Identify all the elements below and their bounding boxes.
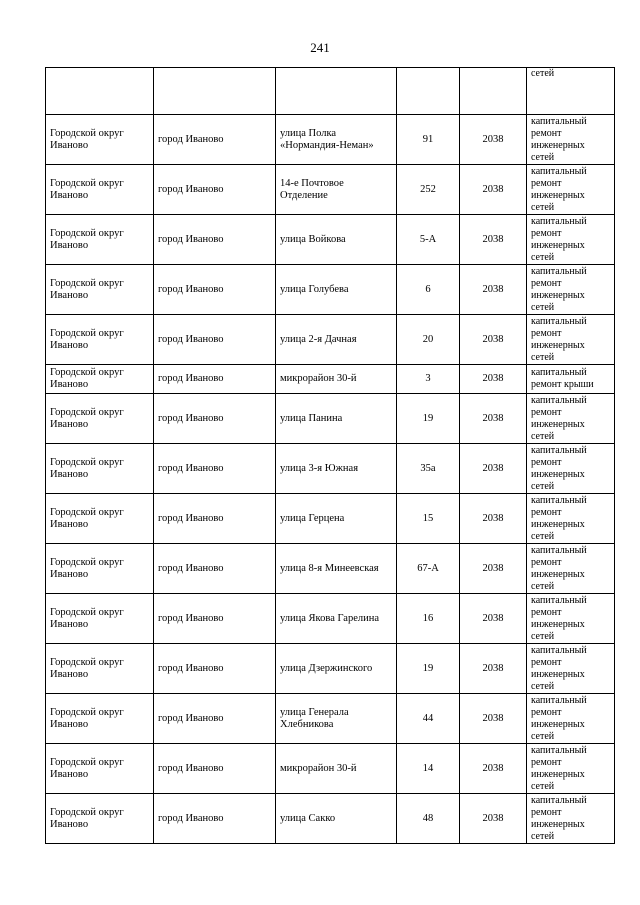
table-row xyxy=(46,744,615,794)
cell-year: 2038 xyxy=(460,165,527,215)
cell-year: 2038 xyxy=(460,444,527,494)
cell-street xyxy=(276,68,397,115)
cell-house: 16 xyxy=(397,594,460,644)
table-row xyxy=(46,694,615,744)
cell-street: микрорайон 30-й xyxy=(276,744,397,794)
table-row xyxy=(46,794,615,844)
cell-year: 2038 xyxy=(460,594,527,644)
cell-work: капитальный ремонт инженерных сетей xyxy=(527,265,615,315)
cell-okrug xyxy=(46,68,154,115)
cell-work: капитальный ремонт инженерных сетей xyxy=(527,544,615,594)
cell-city: город Иваново xyxy=(154,115,276,165)
cell-okrug: Городской округ Иваново xyxy=(46,265,154,315)
cell-house: 19 xyxy=(397,644,460,694)
cell-year: 2038 xyxy=(460,215,527,265)
cell-city: город Иваново xyxy=(154,494,276,544)
cell-year: 2038 xyxy=(460,265,527,315)
cell-year: 2038 xyxy=(460,644,527,694)
cell-house: 14 xyxy=(397,744,460,794)
cell-street: улица Якова Гарелина xyxy=(276,594,397,644)
table-row xyxy=(46,215,615,265)
cell-house xyxy=(397,68,460,115)
cell-year: 2038 xyxy=(460,494,527,544)
cell-okrug: Городской округ Иваново xyxy=(46,644,154,694)
cell-work: капитальный ремонт инженерных сетей xyxy=(527,215,615,265)
cell-year xyxy=(460,68,527,115)
cell-okrug: Городской округ Иваново xyxy=(46,115,154,165)
housing-register-table xyxy=(45,67,615,844)
cell-okrug: Городской округ Иваново xyxy=(46,365,154,394)
cell-house: 48 xyxy=(397,794,460,844)
cell-street: улица Панина xyxy=(276,394,397,444)
cell-work: капитальный ремонт инженерных сетей xyxy=(527,444,615,494)
cell-city: город Иваново xyxy=(154,694,276,744)
cell-work: капитальный ремонт инженерных сетей xyxy=(527,644,615,694)
cell-year: 2038 xyxy=(460,315,527,365)
cell-street: улица Герцена xyxy=(276,494,397,544)
cell-city: город Иваново xyxy=(154,594,276,644)
cell-city: город Иваново xyxy=(154,394,276,444)
cell-work: капитальный ремонт инженерных сетей xyxy=(527,794,615,844)
cell-okrug: Городской округ Иваново xyxy=(46,794,154,844)
cell-work: капитальный ремонт инженерных сетей xyxy=(527,744,615,794)
cell-work: капитальный ремонт инженерных сетей xyxy=(527,165,615,215)
table-row xyxy=(46,315,615,365)
cell-street: улица Генерала Хлебникова xyxy=(276,694,397,744)
cell-year: 2038 xyxy=(460,544,527,594)
table-row xyxy=(46,494,615,544)
cell-work: капитальный ремонт инженерных сетей xyxy=(527,115,615,165)
cell-house: 44 xyxy=(397,694,460,744)
table-row xyxy=(46,165,615,215)
cell-year: 2038 xyxy=(460,744,527,794)
cell-okrug: Городской округ Иваново xyxy=(46,594,154,644)
cell-year: 2038 xyxy=(460,694,527,744)
cell-year: 2038 xyxy=(460,394,527,444)
cell-street: улица Голубева xyxy=(276,265,397,315)
cell-house: 19 xyxy=(397,394,460,444)
cell-work: капитальный ремонт инженерных сетей xyxy=(527,694,615,744)
cell-work: капитальный ремонт инженерных сетей xyxy=(527,394,615,444)
cell-okrug: Городской округ Иваново xyxy=(46,394,154,444)
cell-city xyxy=(154,68,276,115)
cell-work: капитальный ремонт инженерных сетей xyxy=(527,494,615,544)
page-number: 241 xyxy=(310,40,330,55)
cell-street: улица 3-я Южная xyxy=(276,444,397,494)
cell-street: улица Сакко xyxy=(276,794,397,844)
cell-city: город Иваново xyxy=(154,265,276,315)
table-row xyxy=(46,594,615,644)
cell-house: 3 xyxy=(397,365,460,394)
cell-year: 2038 xyxy=(460,794,527,844)
cell-work: капитальный ремонт инженерных сетей xyxy=(527,315,615,365)
cell-street: улица 2-я Дачная xyxy=(276,315,397,365)
cell-okrug: Городской округ Иваново xyxy=(46,315,154,365)
cell-city: город Иваново xyxy=(154,544,276,594)
cell-okrug: Городской округ Иваново xyxy=(46,694,154,744)
table-row xyxy=(46,365,615,394)
table-row xyxy=(46,644,615,694)
continuation-row xyxy=(46,68,615,115)
cell-city: город Иваново xyxy=(154,444,276,494)
cell-house: 5-А xyxy=(397,215,460,265)
cell-house: 35а xyxy=(397,444,460,494)
cell-okrug: Городской округ Иваново xyxy=(46,444,154,494)
cell-work: капитальный ремонт крыши xyxy=(527,365,615,394)
cell-okrug: Городской округ Иваново xyxy=(46,494,154,544)
cell-street: улица 8-я Минеевская xyxy=(276,544,397,594)
cell-city: город Иваново xyxy=(154,315,276,365)
cell-okrug: Городской округ Иваново xyxy=(46,215,154,265)
cell-city: город Иваново xyxy=(154,644,276,694)
cell-city: город Иваново xyxy=(154,165,276,215)
cell-okrug: Городской округ Иваново xyxy=(46,544,154,594)
cell-work: сетей xyxy=(527,68,615,115)
cell-house: 20 xyxy=(397,315,460,365)
cell-work: капитальный ремонт инженерных сетей xyxy=(527,594,615,644)
table-row xyxy=(46,394,615,444)
cell-house: 91 xyxy=(397,115,460,165)
cell-house: 6 xyxy=(397,265,460,315)
cell-city: город Иваново xyxy=(154,744,276,794)
cell-street: улица Войкова xyxy=(276,215,397,265)
table-row xyxy=(46,265,615,315)
cell-city: город Иваново xyxy=(154,794,276,844)
cell-house: 252 xyxy=(397,165,460,215)
cell-house: 67-А xyxy=(397,544,460,594)
table-body xyxy=(46,68,615,844)
cell-city: город Иваново xyxy=(154,365,276,394)
cell-street: 14-е Почтовое Отделение xyxy=(276,165,397,215)
cell-okrug: Городской округ Иваново xyxy=(46,744,154,794)
cell-okrug: Городской округ Иваново xyxy=(46,165,154,215)
cell-street: улица Полка «Нормандия-Неман» xyxy=(276,115,397,165)
cell-street: микрорайон 30-й xyxy=(276,365,397,394)
cell-street: улица Дзержинского xyxy=(276,644,397,694)
cell-year: 2038 xyxy=(460,115,527,165)
cell-house: 15 xyxy=(397,494,460,544)
cell-year: 2038 xyxy=(460,365,527,394)
table-row xyxy=(46,115,615,165)
cell-city: город Иваново xyxy=(154,215,276,265)
table-row xyxy=(46,444,615,494)
table-row xyxy=(46,544,615,594)
